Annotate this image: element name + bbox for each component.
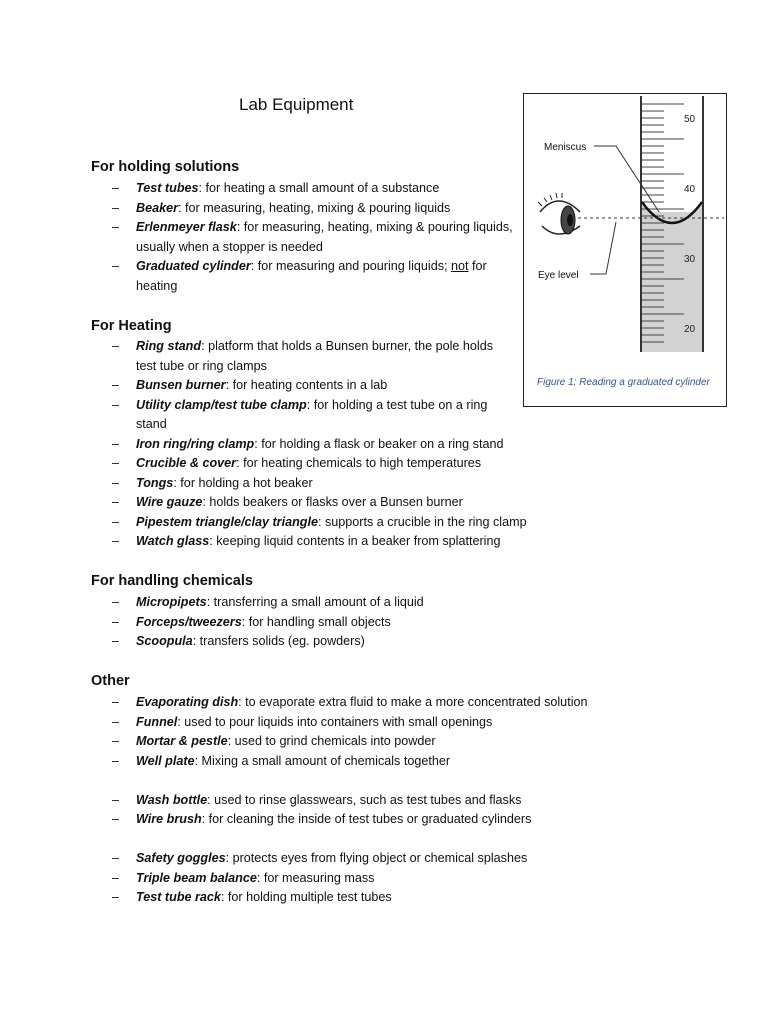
list-item: – Iron ring/ring clamp: for holding a flask or beaker on a ring stand	[112, 435, 636, 455]
heating-list	[112, 337, 527, 552]
list-item: – Wire brush: for cleaning the inside of test tubes or graduated cylinders	[112, 810, 692, 830]
list-spacer	[112, 771, 692, 791]
list-item: – Erlenmeyer flask: for measuring, heating, mixing & pouring liquids, usually when a stopper is needed	[112, 218, 522, 257]
list-item: – Safety goggles: protects eyes from flying object or chemical splashes	[112, 849, 692, 869]
list-item: – Graduated cylinder: for measuring and pouring liquids; not for heating	[112, 257, 522, 296]
list-item: – Forceps/tweezers: for handling small objects	[112, 613, 672, 633]
holding-list	[112, 179, 522, 296]
list-spacer	[112, 830, 692, 850]
section-heading-heating: For Heating	[91, 318, 172, 334]
section-heading-holding: For holding solutions	[91, 159, 240, 175]
figure-caption: Figure 1: Reading a graduated cylinder	[537, 377, 710, 388]
eye-icon	[538, 193, 580, 234]
list-item: – Micropipets: transferring a small amount of a liquid	[112, 593, 672, 613]
list-item: – Crucible & cover: for heating chemicals to high temperatures	[112, 454, 636, 474]
list-item: – Test tube rack: for holding multiple test tubes	[112, 888, 692, 908]
list-item: – Tongs: for holding a hot beaker	[112, 474, 636, 494]
other-list	[112, 693, 692, 908]
page-title: Lab Equipment	[239, 95, 354, 114]
list-item: – Well plate: Mixing a small amount of chemicals together	[112, 752, 692, 772]
list-item: – Wash bottle: used to rinse glasswears, such as test tubes and flasks	[112, 791, 692, 811]
list-item: – Evaporating dish: to evaporate extra fluid to make a more concentrated solution	[112, 693, 692, 713]
list-item: – Utility clamp/test tube clamp: for holding a test tube on a ring stand	[112, 396, 512, 435]
section-heading-other: Other	[91, 673, 130, 689]
scale-label-50: 50	[684, 114, 696, 125]
list-item: – Beaker: for measuring, heating, mixing & pouring liquids	[112, 199, 522, 219]
list-item: – Ring stand: platform that holds a Bunsen burner, the pole holds test tube or ring clamps	[112, 337, 512, 376]
list-item: – Funnel: used to pour liquids into containers with small openings	[112, 713, 692, 733]
eye-level-label: Eye level	[538, 270, 579, 281]
graduated-cylinder-illustration	[524, 94, 728, 408]
handling-list	[112, 593, 672, 652]
scale-label-40: 40	[684, 184, 696, 195]
meniscus-label: Meniscus	[544, 142, 587, 153]
list-item: – Bunsen burner: for heating contents in a lab	[112, 376, 512, 396]
list-item: – Triple beam balance: for measuring mass	[112, 869, 692, 889]
list-item: – Pipestem triangle/clay triangle: supports a crucible in the ring clamp	[112, 513, 656, 533]
list-item: – Watch glass: keeping liquid contents in a beaker from splattering	[112, 532, 656, 552]
list-item: – Mortar & pestle: used to grind chemicals into powder	[112, 732, 692, 752]
graduated-cylinder-figure	[523, 93, 727, 407]
section-heading-handling: For handling chemicals	[91, 573, 253, 589]
list-item: – Wire gauze: holds beakers or flasks over a Bunsen burner	[112, 493, 636, 513]
scale-label-30: 30	[684, 254, 696, 265]
list-item: – Scoopula: transfers solids (eg. powders)	[112, 632, 672, 652]
list-item: – Test tubes: for heating a small amount of a substance	[112, 179, 522, 199]
scale-label-20: 20	[684, 324, 696, 335]
